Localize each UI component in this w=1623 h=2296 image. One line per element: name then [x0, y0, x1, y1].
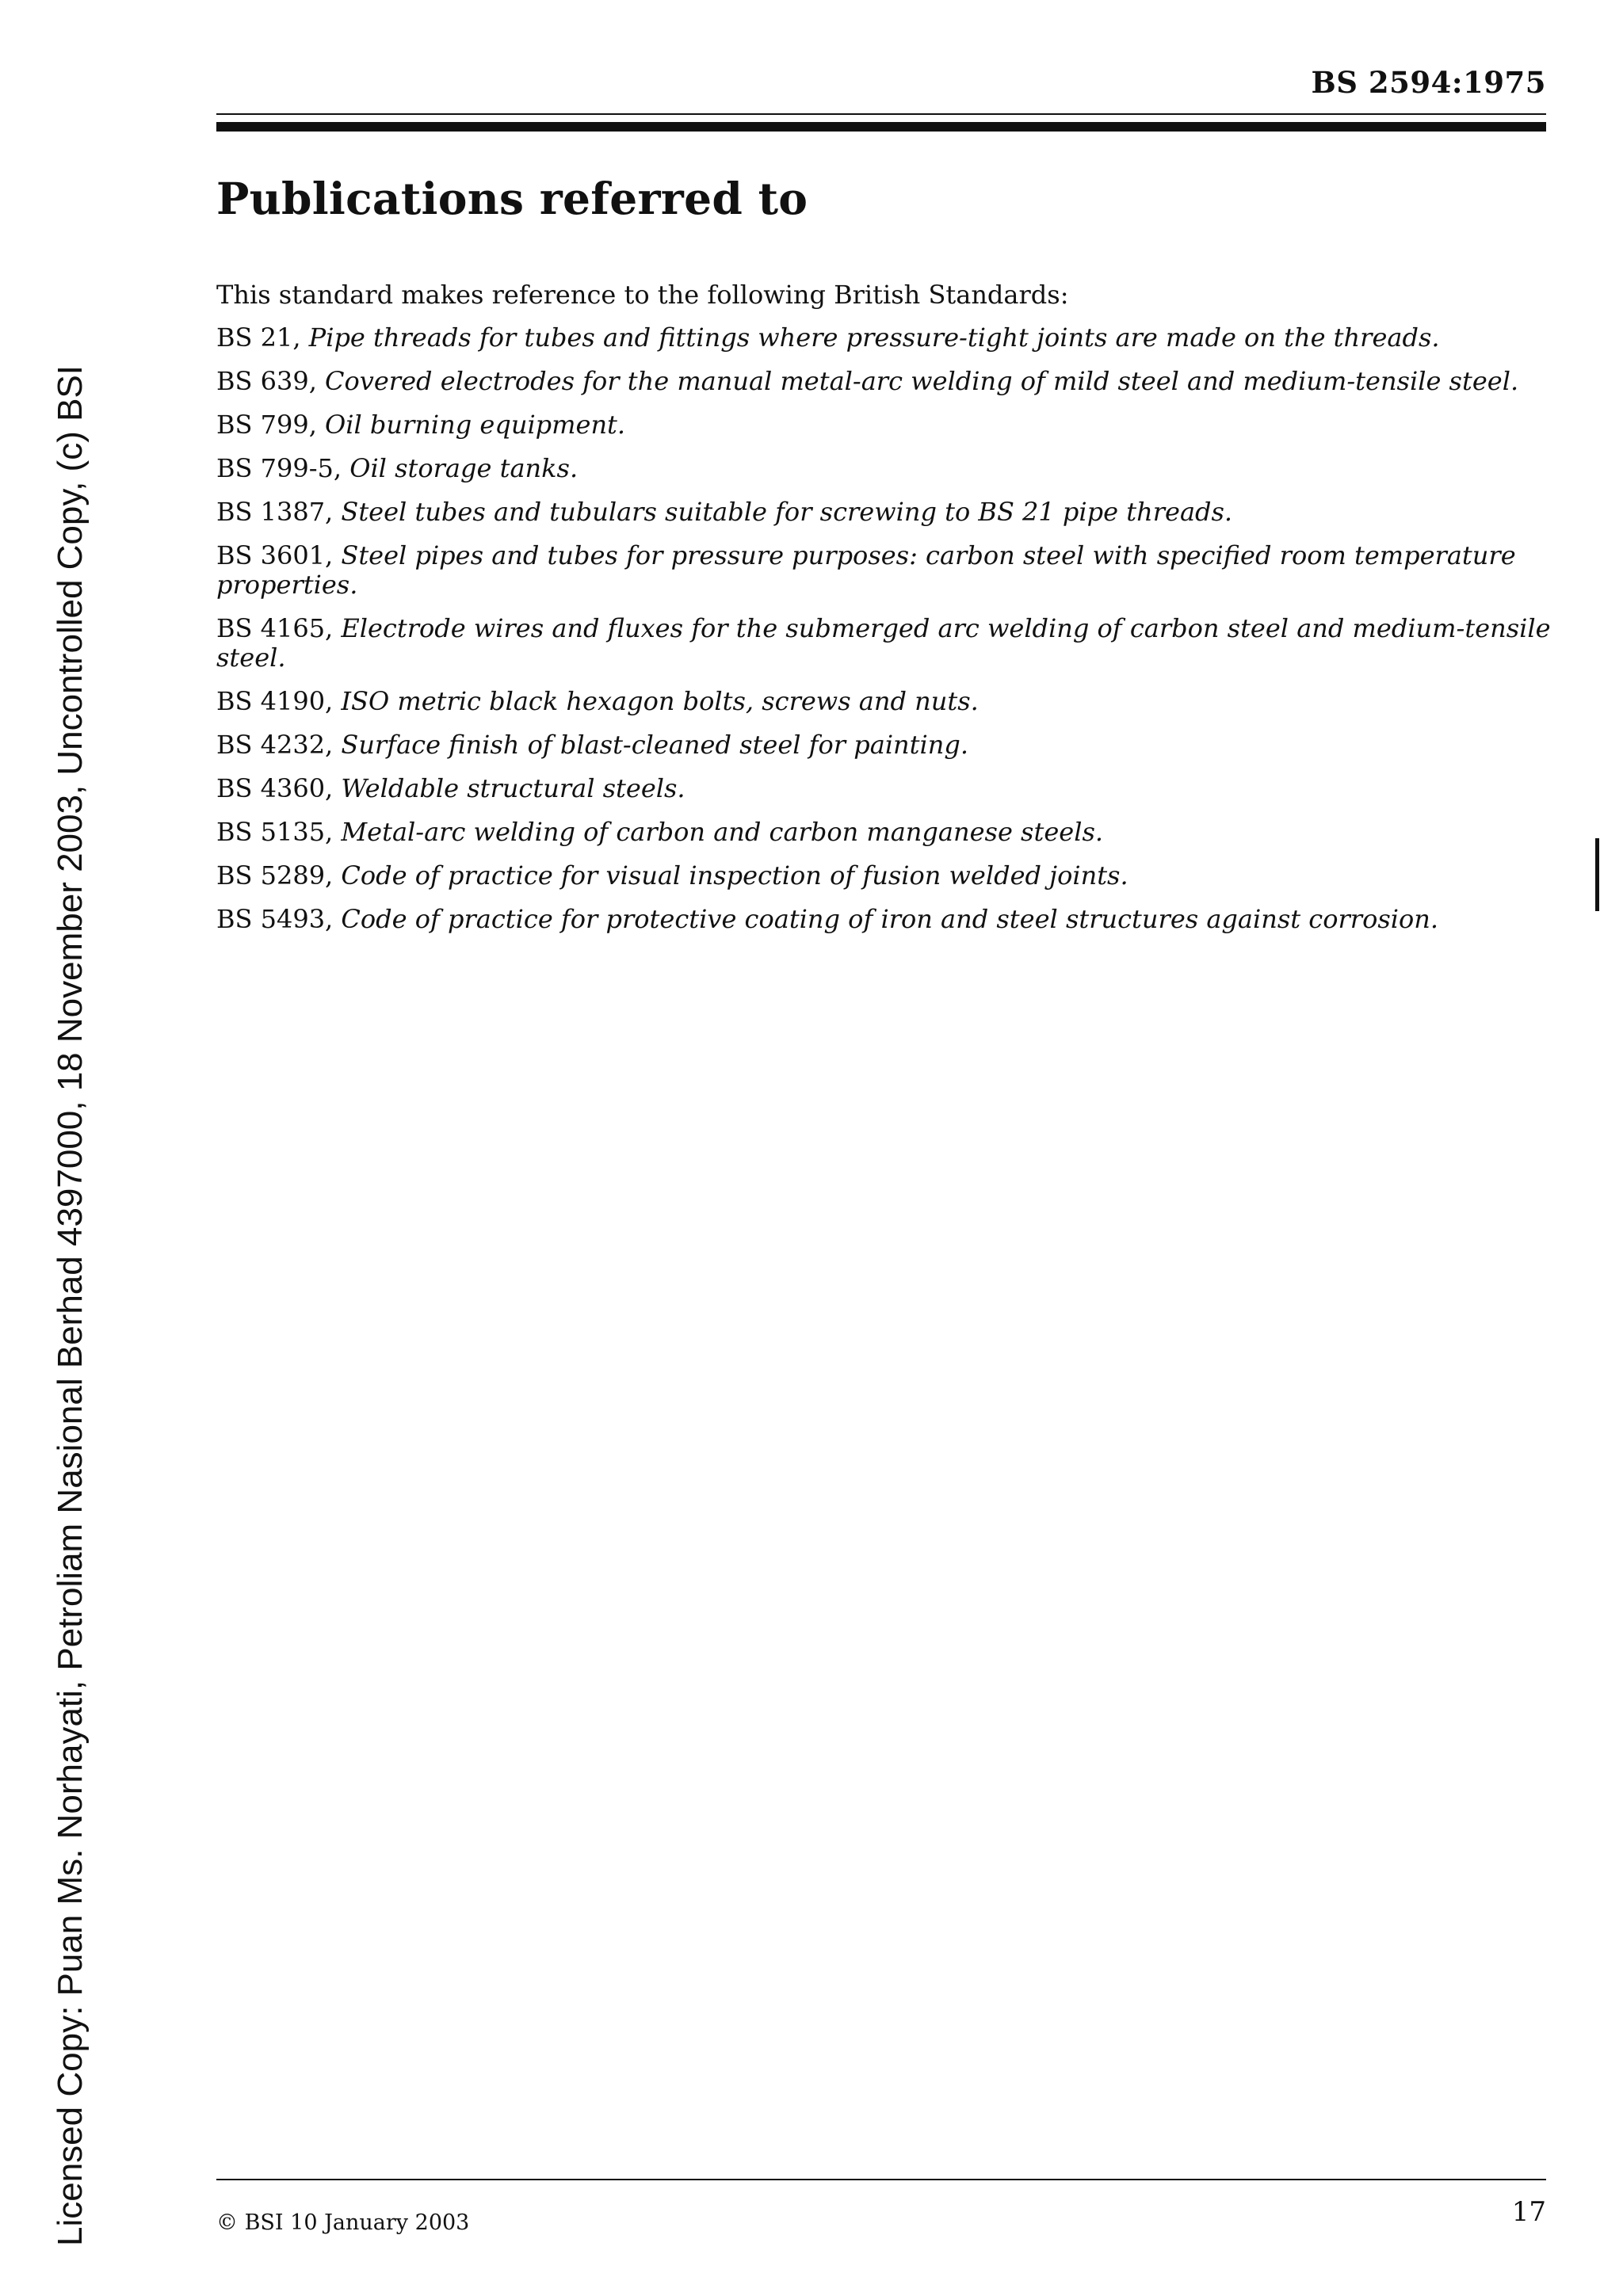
footer-rule [216, 2179, 1546, 2180]
standard-code: BS 2594:1975 [1311, 65, 1546, 100]
reference-list [216, 323, 1556, 948]
reference-item [216, 818, 1556, 847]
reference-code: BS 799, [216, 410, 317, 440]
reference-code: BS 639, [216, 366, 317, 396]
reference-item [216, 905, 1556, 934]
header-rule-thin [216, 113, 1546, 115]
reference-code: BS 4165, [216, 613, 334, 643]
reference-item [216, 454, 1556, 483]
reference-item [216, 498, 1556, 527]
intro-text: This standard makes reference to the following British Standards: [216, 280, 1069, 310]
reference-title: Steel tubes and tubulars suitable for screwing to BS 21 pipe threads. [341, 497, 1233, 527]
reference-item [216, 861, 1556, 891]
reference-code: BS 4232, [216, 730, 334, 760]
reference-item [216, 730, 1556, 760]
reference-item [216, 323, 1556, 353]
reference-item [216, 687, 1556, 716]
reference-item [216, 774, 1556, 803]
reference-code: BS 4360, [216, 773, 334, 803]
reference-code: BS 1387, [216, 497, 334, 527]
reference-title: Code of practice for visual inspection of fusion welded joints. [341, 860, 1128, 891]
reference-title: Surface finish of blast-cleaned steel for painting. [341, 730, 969, 760]
reference-title: Electrode wires and fluxes for the submerged arc welding of carbon steel and medium-tensile steel. [216, 613, 1551, 673]
page-number: 17 [1511, 2196, 1546, 2228]
footer-copyright: © BSI 10 January 2003 [216, 2210, 470, 2235]
reference-code: BS 799-5, [216, 453, 342, 483]
reference-title: Oil burning equipment. [325, 410, 626, 440]
reference-item [216, 541, 1556, 600]
reference-title: Covered electrodes for the manual metal-arc welding of mild steel and medium-tensile steel. [325, 366, 1519, 396]
reference-title: ISO metric black hexagon bolts, screws and nuts. [341, 686, 979, 716]
reference-title: Oil storage tanks. [349, 453, 579, 483]
reference-item [216, 367, 1556, 396]
page-title: Publications referred to [216, 173, 808, 224]
reference-item [216, 614, 1556, 673]
reference-title: Weldable structural steels. [341, 773, 685, 803]
reference-code: BS 5493, [216, 904, 334, 934]
reference-title: Pipe threads for tubes and fittings where pressure-tight joints are made on the threads. [308, 322, 1440, 353]
change-bar [1595, 838, 1599, 911]
reference-item [216, 410, 1556, 440]
reference-code: BS 21, [216, 322, 301, 353]
reference-code: BS 3601, [216, 540, 334, 570]
reference-code: BS 5289, [216, 860, 334, 891]
license-watermark: Licensed Copy: Puan Ms. Norhayati, Petroliam Nasional Berhad 4397000, 18 November 2003, Uncontrolled Copy, (c) BSI [51, 364, 90, 2246]
reference-code: BS 4190, [216, 686, 334, 716]
header-rule-thick [216, 122, 1546, 132]
reference-code: BS 5135, [216, 817, 334, 847]
reference-title: Metal-arc welding of carbon and carbon manganese steels. [341, 817, 1104, 847]
reference-title: Steel pipes and tubes for pressure purposes: carbon steel with specified room temperature properties. [216, 540, 1516, 600]
reference-title: Code of practice for protective coating of iron and steel structures against corrosion. [341, 904, 1439, 934]
